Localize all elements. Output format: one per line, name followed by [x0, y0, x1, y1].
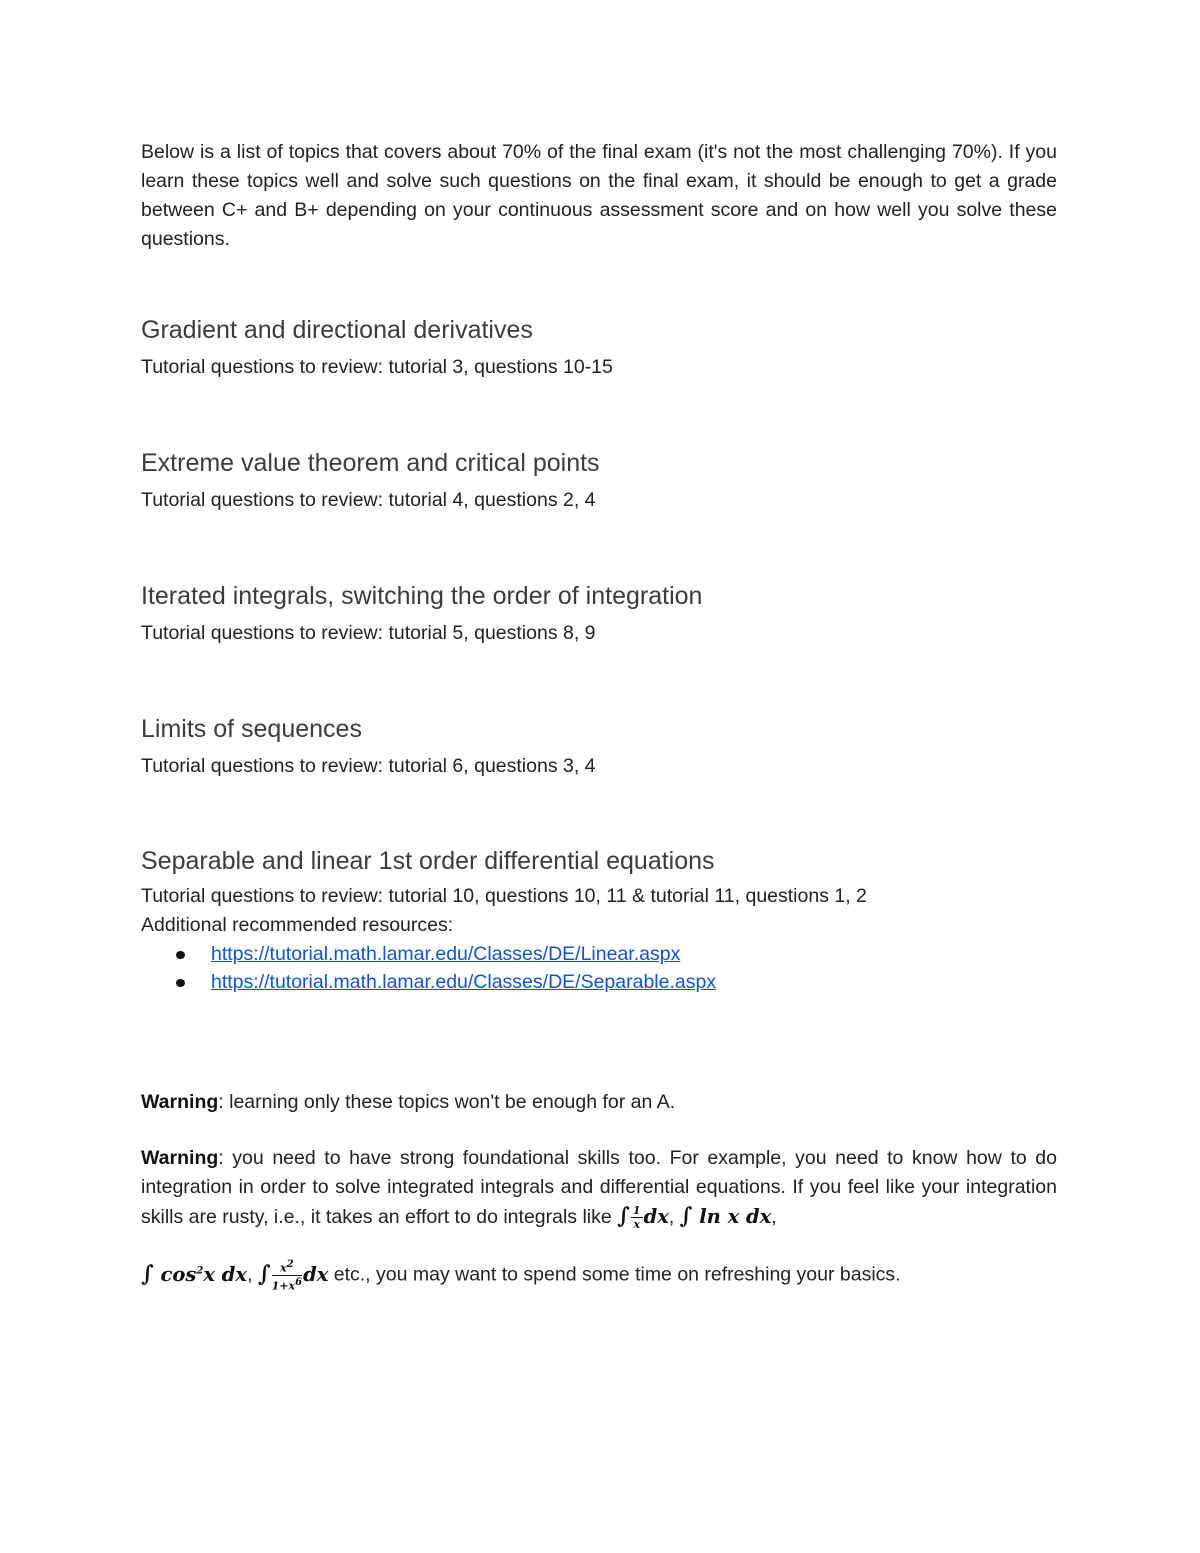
- section-title: Separable and linear 1st order differential equations: [141, 847, 715, 875]
- section-iterated-integrals: [141, 579, 1057, 648]
- warning-2-ending: etc., you may want to spend some time on refreshing your basics.: [333, 1263, 901, 1286]
- section-gradient: [141, 313, 1057, 382]
- warning-1: [141, 1088, 1057, 1117]
- integral-cos-squared: ∫ $\cos^2x$ dx: [141, 1260, 248, 1287]
- warning-2-continued: ∫ $\cos^2x$ dx, ∫ $\frac{x^2}{1+x^6}$ dx etc., you may want to spend some time on refreshing your basics.: [141, 1258, 901, 1293]
- section-title: Limits of sequences: [141, 715, 362, 743]
- section-title: Iterated integrals, switching the order of integration: [141, 582, 703, 610]
- integral-ln-x: ∫ ln x dx: [679, 1203, 772, 1229]
- bullet-icon: [176, 951, 185, 959]
- list-item: [176, 968, 1057, 996]
- resources-label: Additional recommended resources:: [141, 914, 454, 936]
- integral-one-over-x: ∫ $\frac{1}{x}$ dx: [617, 1203, 669, 1231]
- section-review: Tutorial questions to review: tutorial 6, questions 3, 4: [141, 755, 596, 777]
- section-review: Tutorial questions to review: tutorial 3, questions 10-15: [141, 356, 613, 378]
- section-review: Tutorial questions to review: tutorial 5, questions 8, 9: [141, 622, 596, 644]
- section-title: Extreme value theorem and critical points: [141, 449, 600, 477]
- list-item: [176, 940, 1057, 968]
- warning-2: [141, 1144, 1057, 1292]
- intro-paragraph: Below is a list of topics that covers about 70% of the final exam (it's not the most challenging 70%). If you learn these topics well and solve such questions on the final exam, it should be enough to get a grade between C+ and B+ depending on your continuous assessment score and on how well you solve these questions.: [141, 141, 1057, 250]
- resource-link-linear[interactable]: https://tutorial.math.lamar.edu/Classes/DE/Linear.aspx: [211, 943, 681, 965]
- warning-1-text: : learning only these topics won't be enough for an A.: [218, 1091, 676, 1113]
- resource-link-separable[interactable]: https://tutorial.math.lamar.edu/Classes/DE/Separable.aspx: [211, 971, 717, 993]
- resources-list: [141, 940, 1057, 996]
- section-differential-equations: [141, 844, 1057, 996]
- section-extreme-value: [141, 446, 1057, 515]
- integral-rational: ∫ $\frac{x^2}{1+x^6}$ dx: [257, 1258, 329, 1293]
- section-limits: [141, 712, 1057, 781]
- section-title: Gradient and directional derivatives: [141, 316, 533, 344]
- warning-2-text: : you need to have strong foundational skills too. For example, you need to know how to do integration in order to solve integrated integrals and differential equations. If you feel like your integration skills are rusty, i.e., it takes an effort to do integrals like: [141, 1147, 1057, 1228]
- warning-2-paragraph: Warning: you need to have strong foundational skills too. For example, you need to know how to do integration in order to solve integrated integrals and differential equations. If you feel like your integration skills are rusty, i.e., it takes an effort to do integrals like ∫ $\frac{1}{x}$ dx, ∫ ln x dx,: [141, 1147, 1057, 1231]
- section-review: Tutorial questions to review: tutorial 10, questions 10, 11 & tutorial 11, questions 1, 2: [141, 885, 867, 907]
- warning-label: Warning: [141, 1147, 219, 1169]
- bullet-icon: [176, 979, 185, 987]
- section-review: Tutorial questions to review: tutorial 4, questions 2, 4: [141, 489, 596, 511]
- warning-label: Warning: [141, 1091, 219, 1113]
